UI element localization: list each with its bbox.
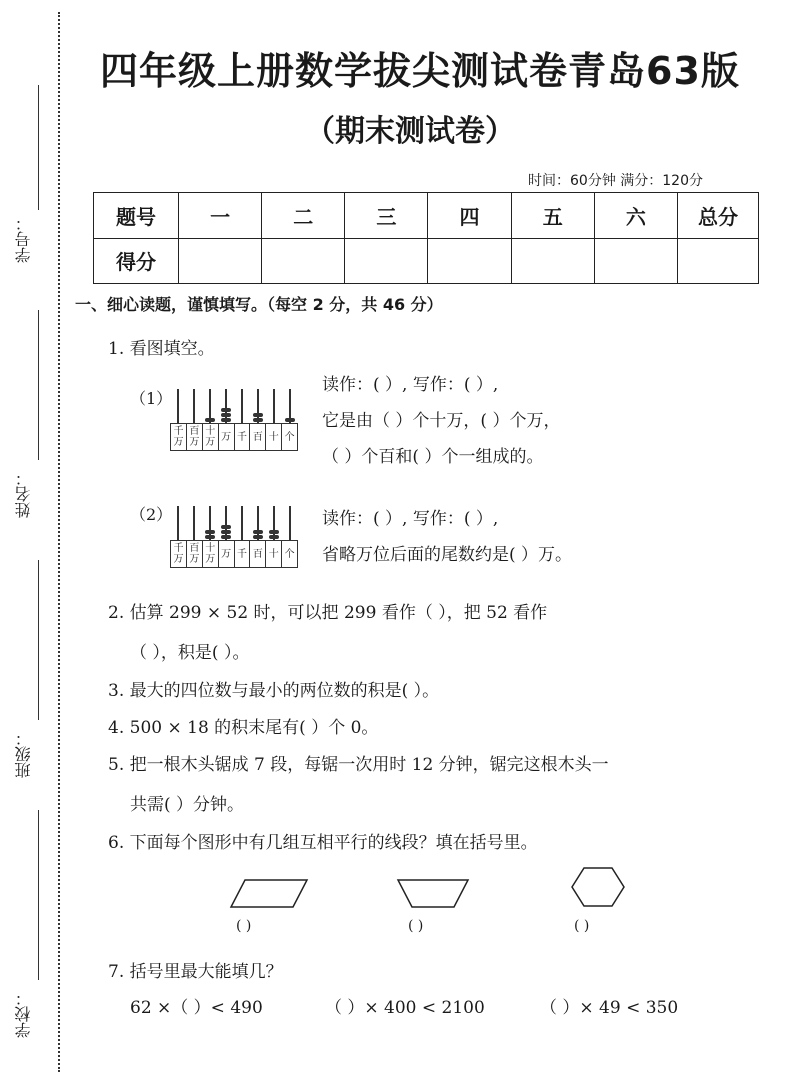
- abacus-place-label: 十: [266, 541, 282, 567]
- parallelogram-shape: [225, 874, 315, 914]
- abacus-place-label: 个: [284, 431, 295, 443]
- name-label: 姓名：: [14, 470, 33, 518]
- abacus-place-label: 百: [250, 541, 266, 567]
- question-3: 3. 最大的四位数与最小的两位数的积是( ）。: [108, 681, 440, 701]
- score-header-row: [94, 193, 759, 239]
- abacus-rod: [289, 506, 291, 540]
- abacus-place-label: 万: [219, 424, 235, 450]
- question-5-line1: 5. 把一根木头锯成 7 段，每锯一次用时 12 分钟，锯完这根木头一: [108, 755, 609, 775]
- section-heading: 一、细心读题，谨慎填写。（每空 2 分，共 46 分）: [75, 295, 443, 314]
- abacus-place-label: 十: [266, 424, 282, 450]
- abacus-bead: [285, 418, 295, 422]
- q1-part1-line1: 读作：( ）, 写作：( ）,: [322, 375, 499, 395]
- score-input-cell[interactable]: [262, 238, 345, 284]
- school-field[interactable]: [38, 810, 39, 980]
- class-label: 班级：: [14, 730, 33, 778]
- student-id-field[interactable]: [38, 85, 39, 210]
- abacus-bead: [221, 408, 231, 412]
- score-input-cell[interactable]: [345, 238, 428, 284]
- question-7: 7. 括号里最大能填几？: [108, 962, 283, 982]
- abacus-bead: [253, 418, 263, 422]
- question-5-line2: 共需( ）分钟。: [130, 795, 245, 815]
- question-4: 4. 500 × 18 的积末尾有( ）个 0。: [108, 718, 379, 738]
- table-cell: 得分: [94, 238, 179, 284]
- abacus-bead: [221, 413, 231, 417]
- score-input-cell[interactable]: [428, 238, 511, 284]
- table-cell: 总分: [678, 193, 759, 239]
- abacus-rod: [273, 389, 275, 423]
- exam-meta: 时间：60分钟 满分：120分: [528, 173, 703, 189]
- abacus-place-label: 万: [219, 541, 235, 567]
- q1-part2-number: （2）: [130, 505, 173, 524]
- abacus-bead: [205, 535, 215, 539]
- score-input-cell[interactable]: [179, 238, 262, 284]
- abacus-bead: [221, 530, 231, 534]
- table-cell: 题号: [94, 193, 179, 239]
- abacus-diagram-1: [170, 383, 300, 451]
- question-2-line2: （ ），积是( ）。: [130, 643, 250, 663]
- score-value-row: [94, 238, 759, 284]
- q1-part2-line2: 省略万位后面的尾数约是( ）万。: [322, 545, 573, 565]
- abacus-bead: [269, 530, 279, 534]
- abacus-bead: [253, 535, 263, 539]
- school-label: 学校：: [14, 990, 33, 1038]
- abacus-place-label: 十万: [203, 424, 219, 450]
- score-input-cell[interactable]: [511, 238, 594, 284]
- table-cell: 二: [262, 193, 345, 239]
- abacus-bead: [253, 413, 263, 417]
- question-7-c: （ ）× 49 < 350: [540, 998, 679, 1018]
- abacus-rod: [177, 389, 179, 423]
- abacus-rod: [177, 506, 179, 540]
- question-7-b: （ ）× 400 < 2100: [325, 998, 485, 1018]
- q6-answer-blank-1[interactable]: ( ): [236, 918, 252, 934]
- abacus-place-label: 千: [235, 424, 251, 450]
- student-id-label: 学号：: [14, 215, 33, 263]
- question-1-title: 1. 看图填空。: [108, 339, 215, 359]
- q1-part1-line3: （ ）个百和( ）个一组成的。: [322, 447, 544, 467]
- abacus-diagram-2: [170, 500, 300, 568]
- q6-answer-blank-2[interactable]: ( ): [408, 918, 424, 934]
- table-cell: 六: [594, 193, 677, 239]
- abacus-place-label: 百万: [187, 424, 203, 450]
- q1-part1-line2: 它是由（ ）个十万，( ）个万，: [322, 411, 561, 431]
- abacus-place-label: 千万: [171, 424, 187, 450]
- abacus-place-label: 百: [250, 424, 266, 450]
- abacus-rod: [241, 506, 243, 540]
- score-input-cell[interactable]: [678, 238, 759, 284]
- name-field[interactable]: [38, 310, 39, 460]
- q1-part2-line1: 读作：( ）, 写作：( ）,: [322, 509, 499, 529]
- abacus-bead: [269, 535, 279, 539]
- q6-answer-blank-3[interactable]: ( ): [574, 918, 590, 934]
- abacus-place-label: 千: [235, 541, 251, 567]
- abacus-rod: [193, 506, 195, 540]
- score-table: [93, 192, 759, 284]
- table-cell: 五: [511, 193, 594, 239]
- table-cell: 四: [428, 193, 511, 239]
- abacus-place-label: 十万: [203, 541, 219, 567]
- table-cell: 一: [179, 193, 262, 239]
- abacus-place-label: 百万: [187, 541, 203, 567]
- q1-part1-number: （1）: [130, 389, 173, 408]
- score-input-cell[interactable]: [594, 238, 677, 284]
- abacus-place-labels: [170, 423, 298, 451]
- abacus-bead: [253, 530, 263, 534]
- abacus-bead: [221, 418, 231, 422]
- question-2-line1: 2. 估算 299 × 52 时，可以把 299 看作（ ），把 52 看作: [108, 603, 548, 623]
- class-field[interactable]: [38, 560, 39, 720]
- hexagon-shape: [568, 864, 628, 910]
- abacus-place-label: 千万: [171, 541, 187, 567]
- abacus-place-labels: [170, 540, 298, 568]
- abacus-bead: [221, 525, 231, 529]
- question-7-a: 62 ×（ ）< 490: [130, 998, 263, 1018]
- page-title: 四年级上册数学拔尖测试卷青岛63版: [100, 49, 740, 93]
- binding-dotted-line: [58, 12, 60, 1072]
- abacus-bead: [205, 418, 215, 422]
- abacus-rod: [193, 389, 195, 423]
- trapezoid-shape: [392, 874, 476, 914]
- abacus-bead: [205, 530, 215, 534]
- question-6: 6. 下面每个图形中有几组互相平行的线段？填在括号里。: [108, 833, 538, 853]
- abacus-bead: [221, 535, 231, 539]
- abacus-rod: [241, 389, 243, 423]
- abacus-place-label: 个: [284, 548, 295, 560]
- page-subtitle: （期末测试卷）: [305, 114, 515, 149]
- table-cell: 三: [345, 193, 428, 239]
